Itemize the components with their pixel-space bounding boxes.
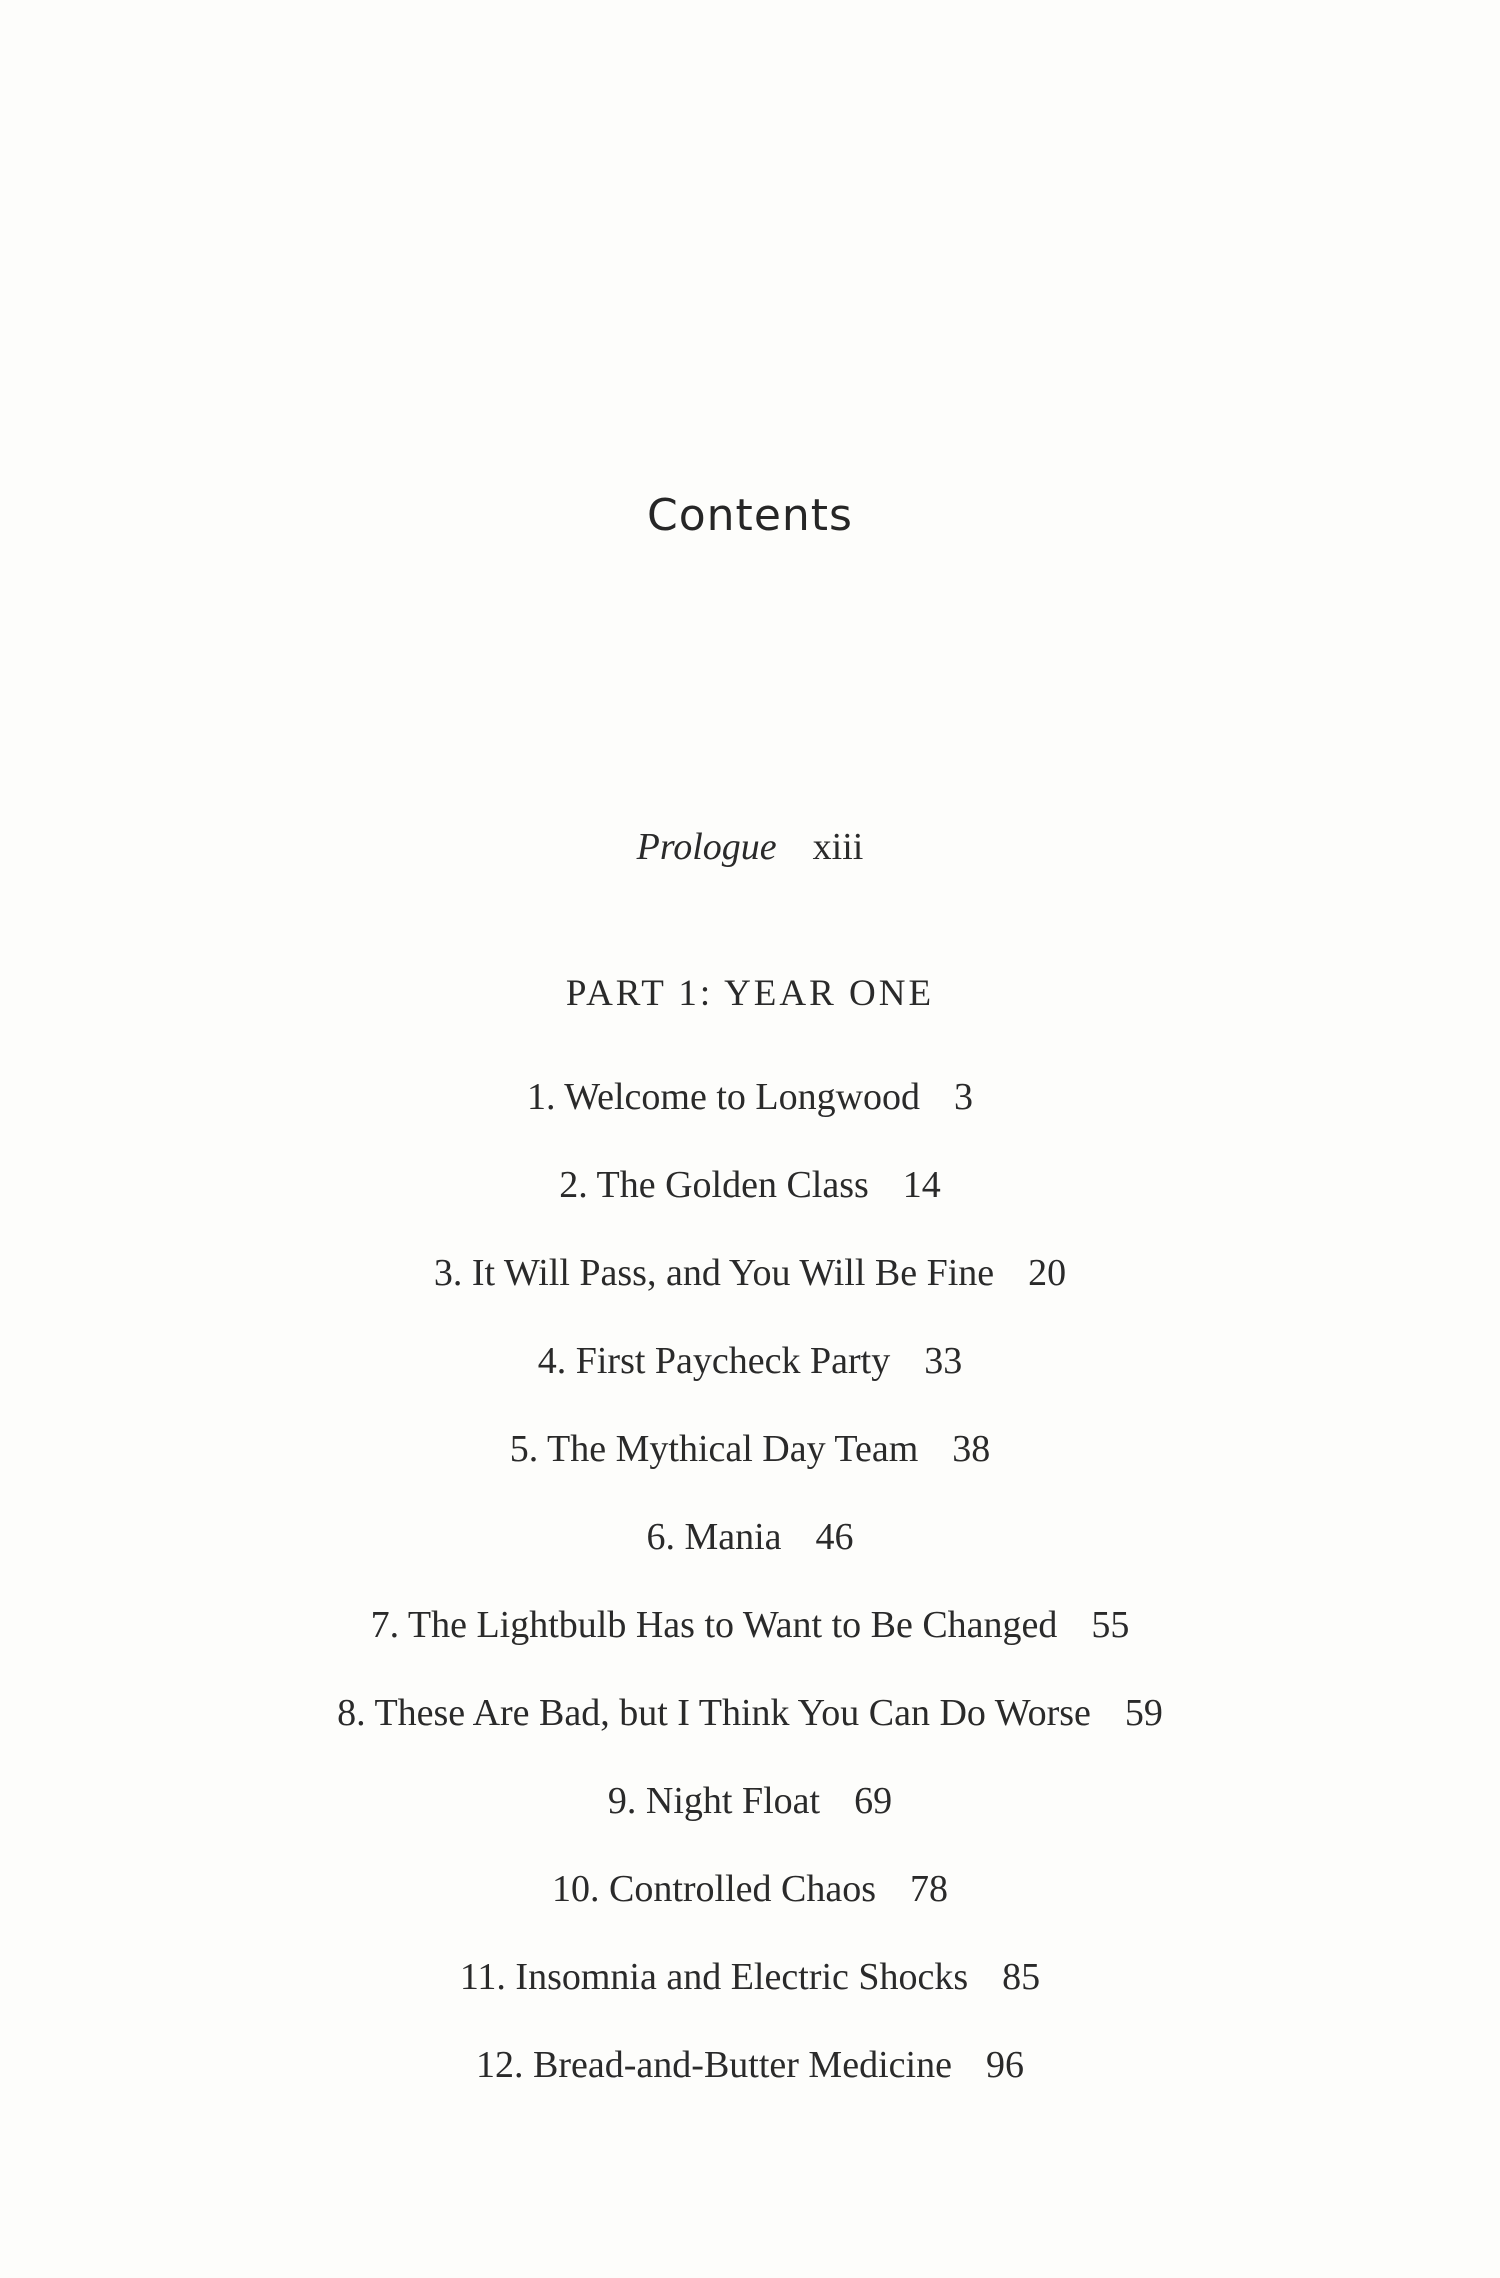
- toc-entry-label: 6. Mania: [646, 1516, 782, 1558]
- toc-entry-page: 59: [1124, 1692, 1163, 1734]
- toc-entry-chapter-10: [0, 1864, 1500, 1914]
- page-title: Contents: [647, 490, 853, 541]
- toc-entry-page: 96: [985, 2044, 1024, 2086]
- toc-entry-page: 55: [1091, 1604, 1130, 1646]
- toc-entry-chapter-6: [0, 1512, 1500, 1562]
- toc-entry-page: 14: [902, 1164, 941, 1206]
- toc-entry-chapter-1: [0, 1072, 1500, 1122]
- toc-entry-label: 1. Welcome to Longwood: [526, 1076, 921, 1118]
- toc-entry-label: 7. The Lightbulb Has to Want to Be Changed: [370, 1604, 1058, 1646]
- toc-entry-label: 4. First Paycheck Party: [537, 1340, 891, 1382]
- toc-entry-label: 5. The Mythical Day Team: [509, 1428, 919, 1470]
- toc-entry-chapter-8: [0, 1688, 1500, 1738]
- part-heading: PART 1: YEAR ONE: [565, 973, 935, 1014]
- toc-entry-label: Prologue: [636, 826, 777, 868]
- toc-entry-page: 46: [815, 1516, 854, 1558]
- toc-entry-chapter-3: [0, 1248, 1500, 1298]
- toc-entry-page: 20: [1028, 1252, 1067, 1294]
- toc-entry-chapter-5: [0, 1424, 1500, 1474]
- toc-entry-label: 9. Night Float: [607, 1780, 821, 1822]
- toc-entry-page: 33: [924, 1340, 963, 1382]
- toc-entry-page: 3: [954, 1076, 974, 1118]
- toc-entry-label: 8. These Are Bad, but I Think You Can Do Worse: [337, 1692, 1091, 1734]
- toc-entry-label: 12. Bread-and-Butter Medicine: [476, 2044, 952, 2086]
- toc-entry-page: 78: [910, 1868, 949, 1910]
- toc-entry-page: 69: [854, 1780, 893, 1822]
- toc-entry-chapter-12: [0, 2040, 1500, 2090]
- toc-entry-label: 3. It Will Pass, and You Will Be Fine: [433, 1252, 995, 1294]
- toc-entry-chapter-7: [0, 1600, 1500, 1650]
- toc-entry-page: xiii: [812, 826, 864, 868]
- toc-entry-label: 2. The Golden Class: [559, 1164, 869, 1206]
- toc-entry-chapter-2: [0, 1160, 1500, 1210]
- toc-entry-label: 11. Insomnia and Electric Shocks: [459, 1956, 969, 1998]
- toc-entry-chapter-9: [0, 1776, 1500, 1826]
- toc-entry-chapter-4: [0, 1336, 1500, 1386]
- toc-entry-page: 38: [952, 1428, 991, 1470]
- toc-entry-label: 10. Controlled Chaos: [551, 1868, 877, 1910]
- toc-entry-page: 85: [1002, 1956, 1041, 1998]
- toc-entry-chapter-11: [0, 1952, 1500, 2002]
- toc-entry-prologue: [0, 822, 1500, 872]
